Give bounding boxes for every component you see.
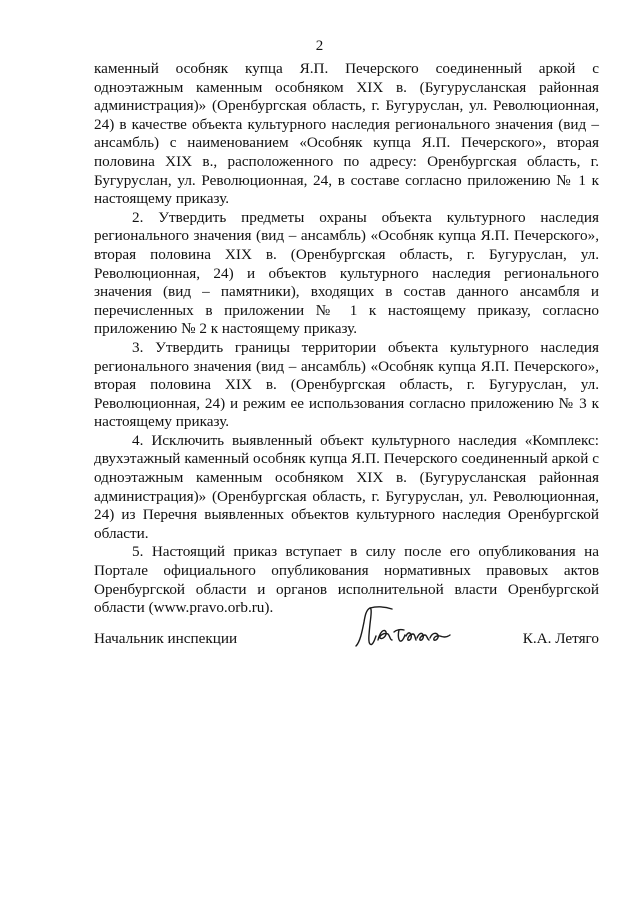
document-body [94,60,599,618]
paragraph-item-2: 2. Утвердить предметы охраны объекта культурного наследия регионального значения (вид – ансамбль) «Особняк купца Я.П. Печерского», вторая половина XIX в. (Оренбургская область, г. Бугуруслан, ул. Революционная, 24) и объектов культурного наследия регионального значения (вид – памятники), входящих в состав данного ансамбля и перечисленных в приложении № 1 к настоящему приказу, согласно приложению № 2 к настоящему приказу. [94,208,599,338]
handwritten-signature [350,602,460,656]
paragraph-item-3: 3. Утвердить границы территории объекта культурного наследия регионального значения (вид – ансамбль) «Особняк купца Я.П. Печерского», вторая половина XIX в. (Оренбургская область, г. Бугуруслан, ул. Революционная, 24) и режим ее использования согласно приложению № 3 к настоящему приказу. [94,338,599,431]
paragraph-continuation: каменный особняк купца Я.П. Печерского соединенный аркой с одноэтажным каменным особняком XIX в. (Бугурусланская районная администрация)» (Оренбургская область, г. Бугуруслан, ул. Революционная, 24) в качестве объекта культурного наследия регионального значения (вид – ансамбль) с наименованием «Особняк купца Я.П. Печерского», вторая половина XIX в., расположенного по адресу: Оренбургская область, г. Бугуруслан, ул. Революционная, 24, в составе согласно приложению № 1 к настоящему приказу. [94,60,599,208]
signer-position: Начальник инспекции [94,630,238,647]
paragraph-item-5: 5. Настоящий приказ вступает в силу после его опубликования на Портале официального опубликования нормативных правовых актов Оренбургской области и органов исполнительной власти Оренбургской области (www.pravo.orb.ru). [94,543,599,617]
page-number: 2 [315,38,324,54]
paragraph-item-4: 4. Исключить выявленный объект культурного наследия «Комплекс: двухэтажный каменный особняк купца Я.П. Печерского соединенный аркой с одноэтажным каменным особняком XIX в. (Бугурусланская районная администрация)» (Оренбургская область, г. Бугуруслан, ул. Революционная, 24) из Перечня выявленных объектов культурного наследия Оренбургской области. [94,431,599,542]
signature-block [94,602,599,662]
signer-name: К.А. Летяго [522,630,599,647]
